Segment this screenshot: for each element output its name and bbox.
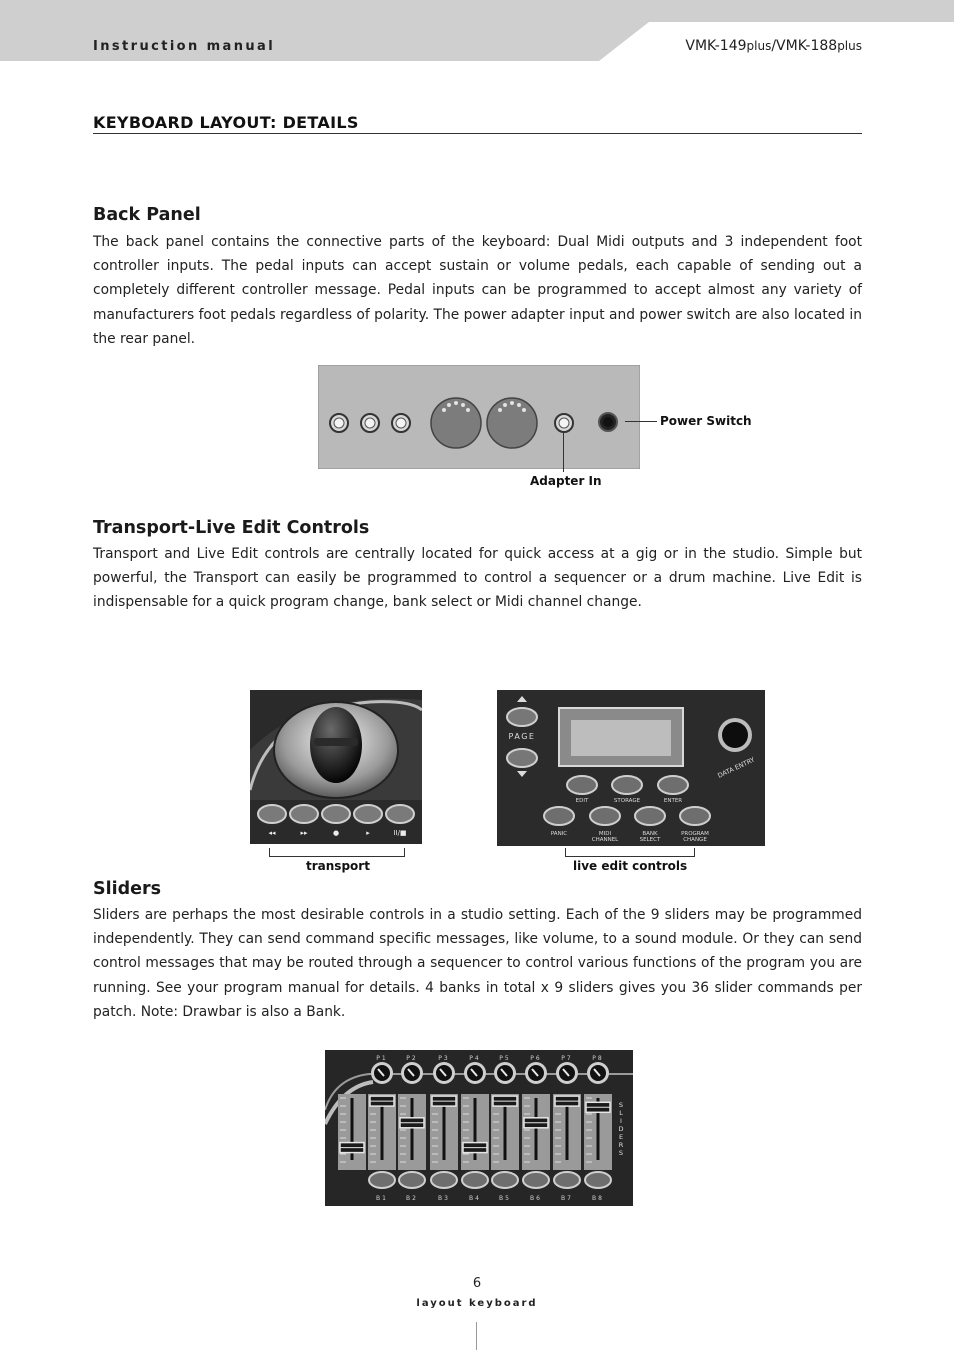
page-number: 6 xyxy=(472,1276,482,1291)
rotary-knob-4[interactable] xyxy=(464,1062,486,1084)
sliders-image xyxy=(325,1050,633,1206)
bank-button-label-1: B1 xyxy=(376,1195,388,1202)
rotary-knob-1[interactable] xyxy=(371,1062,393,1084)
title-underline xyxy=(93,133,862,134)
rotary-knob-5[interactable] xyxy=(494,1062,516,1084)
transport-forward-symbol: ▸▸ xyxy=(300,829,308,837)
bank-button-label-5: B5 xyxy=(499,1195,511,1202)
bank-button-3[interactable] xyxy=(431,1172,457,1188)
midi-channel-label-1: MIDI xyxy=(598,831,612,837)
enter-label: ENTER xyxy=(663,798,683,804)
bank-button-6[interactable] xyxy=(523,1172,549,1188)
adapter-in-label: Adapter In xyxy=(530,474,602,488)
bank-button-7[interactable] xyxy=(554,1172,580,1188)
rotary-knob-8[interactable] xyxy=(587,1062,609,1084)
transport-caption: transport xyxy=(306,859,370,873)
midi-channel-label-2: CHANNEL xyxy=(591,837,619,843)
transport-rewind-symbol: ◂◂ xyxy=(268,829,276,837)
transport-play-symbol: ▸ xyxy=(366,829,370,837)
knob-label-4: P4 xyxy=(469,1055,481,1062)
live-edit-image xyxy=(497,690,765,846)
header-model-label: VMK-149plus/VMK-188plus xyxy=(685,38,862,54)
bank-button-2[interactable] xyxy=(399,1172,425,1188)
sliders-side-letter-2: L xyxy=(619,1109,623,1117)
bank-button-5[interactable] xyxy=(492,1172,518,1188)
knob-label-3: P3 xyxy=(438,1055,450,1062)
bank-button-label-4: B4 xyxy=(469,1195,481,1202)
transport-pause-stop-symbol: II/■ xyxy=(393,829,407,837)
section-title: KEYBOARD LAYOUT: DETAILS xyxy=(93,113,359,132)
sliders-heading: Sliders xyxy=(93,879,162,899)
transport-heading: Transport-Live Edit Controls xyxy=(93,518,370,538)
back-panel-paragraph: The back panel contains the connective parts of the keyboard: Dual Midi outputs and 3 independent foot controller inputs. The pedal inputs can accept sustain or volume pedals, each capable of sending out a completely different controller message. Pedal inputs can be programmed to accept almost any variety of manufacturers foot pedals regardless of polarity. The power adapter input and power switch are also located in the rear panel. xyxy=(93,234,862,347)
slider-7[interactable] xyxy=(522,1094,550,1170)
program-change-label-2: CHANGE xyxy=(683,837,707,843)
knob-label-5: P5 xyxy=(499,1055,511,1062)
bank-button-label-2: B2 xyxy=(406,1195,418,1202)
knob-label-7: P7 xyxy=(561,1055,573,1062)
slider-1[interactable] xyxy=(338,1094,366,1170)
sliders-side-letter-1: S xyxy=(618,1101,624,1109)
transport-paragraph: Transport and Live Edit controls are centrally located for quick access at a gig or in the studio. Simple but powerful, the Transport can easily be programmed to control a sequencer or a drum machine. Live Edit is indispensable for a quick program change, bank select or Midi channel change. xyxy=(93,546,862,611)
transport-image xyxy=(250,690,422,844)
program-change-label-1: PROGRAM xyxy=(681,831,709,837)
slider-4[interactable] xyxy=(430,1094,458,1170)
bank-button-8[interactable] xyxy=(585,1172,611,1188)
rotary-knob-2[interactable] xyxy=(401,1062,423,1084)
data-entry-label: DATA ENTRY xyxy=(716,755,757,780)
storage-label: STORAGE xyxy=(613,798,641,804)
power-switch-label: Power Switch xyxy=(660,414,752,428)
bank-button-label-6: B6 xyxy=(530,1195,542,1202)
rotary-knob-3[interactable] xyxy=(433,1062,455,1084)
live-edit-caption: live edit controls xyxy=(573,859,688,873)
slider-3[interactable] xyxy=(398,1094,426,1170)
live-edit-bracket xyxy=(565,848,695,857)
slider-2[interactable] xyxy=(368,1094,396,1170)
slider-6[interactable] xyxy=(491,1094,519,1170)
sliders-paragraph: Sliders are perhaps the most desirable controls in a studio setting. Each of the 9 sliders may be programmed independently. They can send command specific messages, like volume, to a sound module. Or they can send control messages that may be routed through a sequencer to control various functions of the program you are running. See your program manual for details. 4 banks in total x 9 sliders gives you 36 slider commands per patch. Note: Drawbar is also a Bank. xyxy=(93,907,862,1020)
bank-button-4[interactable] xyxy=(462,1172,488,1188)
page-label: PAGE xyxy=(508,732,536,741)
rotary-knob-7[interactable] xyxy=(556,1062,578,1084)
footer-label: layout keyboard xyxy=(416,1298,538,1309)
transport-record-symbol: ● xyxy=(332,829,340,837)
bank-select-label-2: SELECT xyxy=(639,837,661,843)
knob-label-6: P6 xyxy=(530,1055,542,1062)
footer-divider xyxy=(476,1322,477,1350)
sliders-side-letter-3: I xyxy=(620,1117,622,1125)
edit-label: EDIT xyxy=(575,798,589,804)
power-switch-leader xyxy=(625,421,657,422)
adapter-in-leader xyxy=(563,432,564,472)
bank-button-label-7: B7 xyxy=(561,1195,573,1202)
slider-5[interactable] xyxy=(461,1094,489,1170)
sliders-side-letter-4: D xyxy=(618,1125,624,1133)
sliders-side-letter-7: S xyxy=(618,1149,624,1157)
bank-button-1[interactable] xyxy=(369,1172,395,1188)
bank-button-label-3: B3 xyxy=(438,1195,450,1202)
sliders-side-letter-6: R xyxy=(618,1141,624,1149)
rotary-knob-6[interactable] xyxy=(525,1062,547,1084)
header-manual-label: Instruction manual xyxy=(93,39,276,54)
knob-label-2: P2 xyxy=(406,1055,418,1062)
slider-9[interactable] xyxy=(584,1094,612,1170)
slider-8[interactable] xyxy=(553,1094,581,1170)
back-panel-heading: Back Panel xyxy=(93,205,201,225)
bank-button-label-8: B8 xyxy=(592,1195,604,1202)
knob-label-8: P8 xyxy=(592,1055,604,1062)
bank-select-label-1: BANK xyxy=(642,831,658,837)
back-panel-image xyxy=(318,365,640,469)
panic-label: PANIC xyxy=(550,831,568,837)
sliders-side-letter-5: E xyxy=(618,1133,624,1141)
transport-bracket xyxy=(269,848,405,857)
knob-label-1: P1 xyxy=(376,1055,388,1062)
